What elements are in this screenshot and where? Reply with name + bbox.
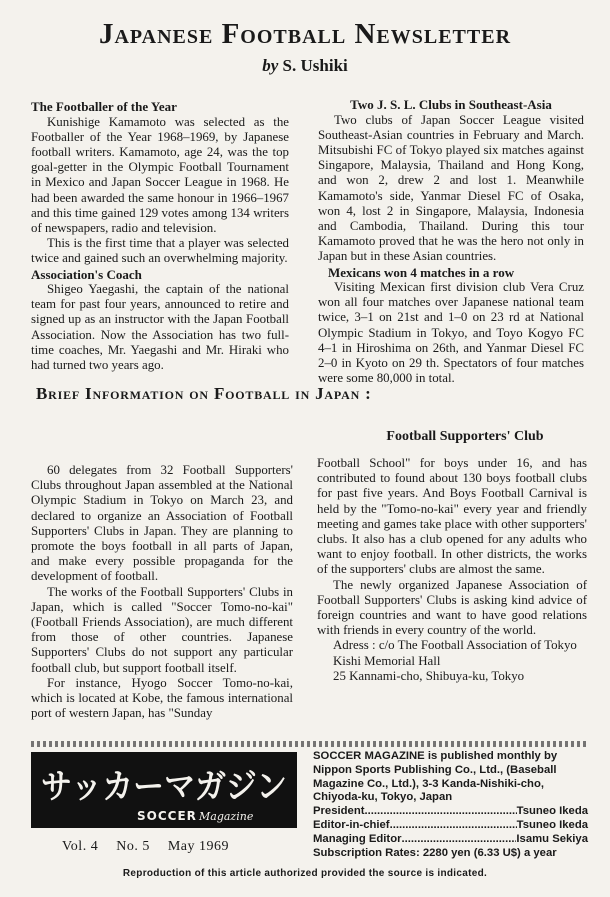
column-top-left [31, 99, 289, 373]
subscription-rates: Subscription Rates: 2280 yen (6.33 U$) a year [313, 846, 557, 859]
logo-art [31, 752, 297, 828]
author-name: S. Ushiki [282, 56, 348, 75]
staff-role: Editor-in-chief [313, 818, 390, 831]
paragraph: For instance, Hyogo Soccer Tomo-no-kai, which is located at Kobe, the famous international port of western Japan, has "Sunday [31, 675, 293, 721]
leader-dots [402, 833, 517, 847]
logo-english-text: SOCCER [137, 809, 197, 823]
staff-role: President [313, 805, 365, 818]
reproduction-note: Reproduction of this article authorized provided the source is indicated. [122, 868, 488, 879]
publisher-line: Chiyoda-ku, Tokyo, Japan [313, 791, 453, 804]
issue-date: May 1969 [167, 839, 229, 854]
staff-row [313, 819, 588, 833]
heading-associations-coach: Association's Coach [31, 266, 142, 282]
logo-japanese-text: サッカーマガジン [41, 767, 287, 807]
paragraph: Visiting Mexican first division club Vera Cruz won all four matches over Japanese national team twice, 3–1 on 21st and 1–0 on 23 rd at National Olympic Stadium in Tokyo, and Toyo Kogyo FC 4–1 in Hiroshima on 26th, and Yanmar Diesel FC 2–0 in Kyoto on 29 th. Spectators of four matches were some 80,000 in total. [318, 280, 584, 386]
heading-jsl-clubs: Two J. S. L. Clubs in Southeast-Asia [350, 97, 552, 112]
newsletter-title: Japanese Football Newsletter [98, 18, 512, 50]
issue-number: No. 5 [116, 839, 150, 854]
address-label: Adress : c/o The Football Association of Tokyo [333, 638, 577, 653]
paragraph: 60 delegates from 32 Football Supporters' Clubs throughout Japan assembled at the National Olympic Stadium in Tokyo on March 23, and declared to organize an Association of Football Supporters' Clubs in Japan. They are planning to promote the boys football in all parts of Japan, and make every possible propaganda for the development of football. [31, 463, 293, 584]
section-heading-brief-info: Brief Information on Football in Japan : [36, 384, 372, 403]
staff-row [313, 833, 588, 847]
publisher-line: Nippon Sports Publishing Co., Ltd., (Baseball [313, 763, 557, 776]
paragraph: The works of the Football Supporters' Clubs in Japan, which is called "Soccer Tomo-no-kai" (Football Friends Association), are much different from those of other countries. Japanese Supporters' Clubs do not support any particular football club, but support football itself. [31, 584, 293, 675]
paragraph: Shigeo Yaegashi, the captain of the national team for past four years, announced to retire and signed up as an instructor with the Japan Football Association. Now the Association has two full-time coaches, Mr. Yaegashi and Mr. Hiraki who had turned two years ago. [31, 282, 289, 373]
leader-dots [364, 805, 516, 819]
paragraph: The newly organized Japanese Association of Football Supporters' Clubs is asking kind advice of foreign countries and want to have good relations with friends in every country of the world. [317, 577, 587, 638]
address-line: Kishi Memorial Hall [333, 653, 441, 668]
publisher-line: Magazine Co., Ltd.), 3-3 Kanda-Nishiki-cho, [313, 777, 544, 790]
soccer-magazine-logo [31, 752, 297, 828]
address-line: 25 Kannami-cho, Shibuya-ku, Tokyo [333, 668, 525, 683]
publisher-info [313, 750, 588, 860]
staff-name: Tsuneo Ikeda [516, 818, 588, 831]
publisher-line: SOCCER MAGAZINE is published monthly by [313, 750, 558, 762]
paragraph: Kunishige Kamamoto was selected as the Footballer of the Year 1968–1969, by Japanese football writers. Kamamoto, age 24, was the top goal-getter in the Olympic Football Tournament in Mexico and Japan Soccer League in 1968. He had been awarded the same honour in 1966–1967 and this time gained 129 votes among 134 writers of newspapers, radio and television. [31, 114, 289, 235]
staff-name: Isamu Sekiya [516, 832, 588, 845]
byline [0, 56, 610, 76]
issue-line [62, 839, 243, 855]
column-bottom-right [317, 456, 587, 684]
volume-number: Vol. 4 [62, 839, 99, 854]
column-bottom-left [31, 463, 293, 721]
paragraph: This is the first time that a player was selected twice and gained such an overwhelming majority. [31, 236, 289, 266]
column-top-right [318, 97, 584, 386]
staff-name: Tsuneo Ikeda [516, 805, 588, 818]
heading-mexicans: Mexicans won 4 matches in a row [328, 264, 515, 280]
logo-english-script: Magazine [199, 810, 254, 823]
paragraph: Two clubs of Japan Soccer League visited Southeast-Asian countries in February and March. Mitsubishi FC of Tokyo played six matches against Singapore, Malaysia, Thailand and Hong Kong, and won 2, drew 2 and lost 1. Meanwhile Kamamoto's side, Yanmar Diesel FC of Osaka, won 4, lost 2 in Singapore, Malaysia, Indonesia and Cambodia, Thailand. During this tour Kamamoto proved that he was the hero not only in Japan but in these Asian countries. [318, 112, 584, 264]
paragraph: Football School" for boys under 16, and has contributed to found about 130 boys football clubs for past five years. And Boys Football Carnival is held by the "Tomo-no-kai" every year and friendly meeting and games take place with other supporters' clubs. It also has a club opened for any adults who want to enjoy football. In other districts, the works of the supporters' clubs are almost the same. [317, 456, 587, 577]
leader-dots [390, 819, 517, 833]
staff-role: Managing Editor [313, 832, 402, 845]
staff-row [313, 805, 588, 819]
section-subheading-supporters: Football Supporters' Club [386, 429, 544, 444]
wavy-divider [31, 741, 587, 747]
byline-prefix: by [262, 56, 279, 75]
heading-footballer-of-year: The Footballer of the Year [31, 99, 177, 114]
